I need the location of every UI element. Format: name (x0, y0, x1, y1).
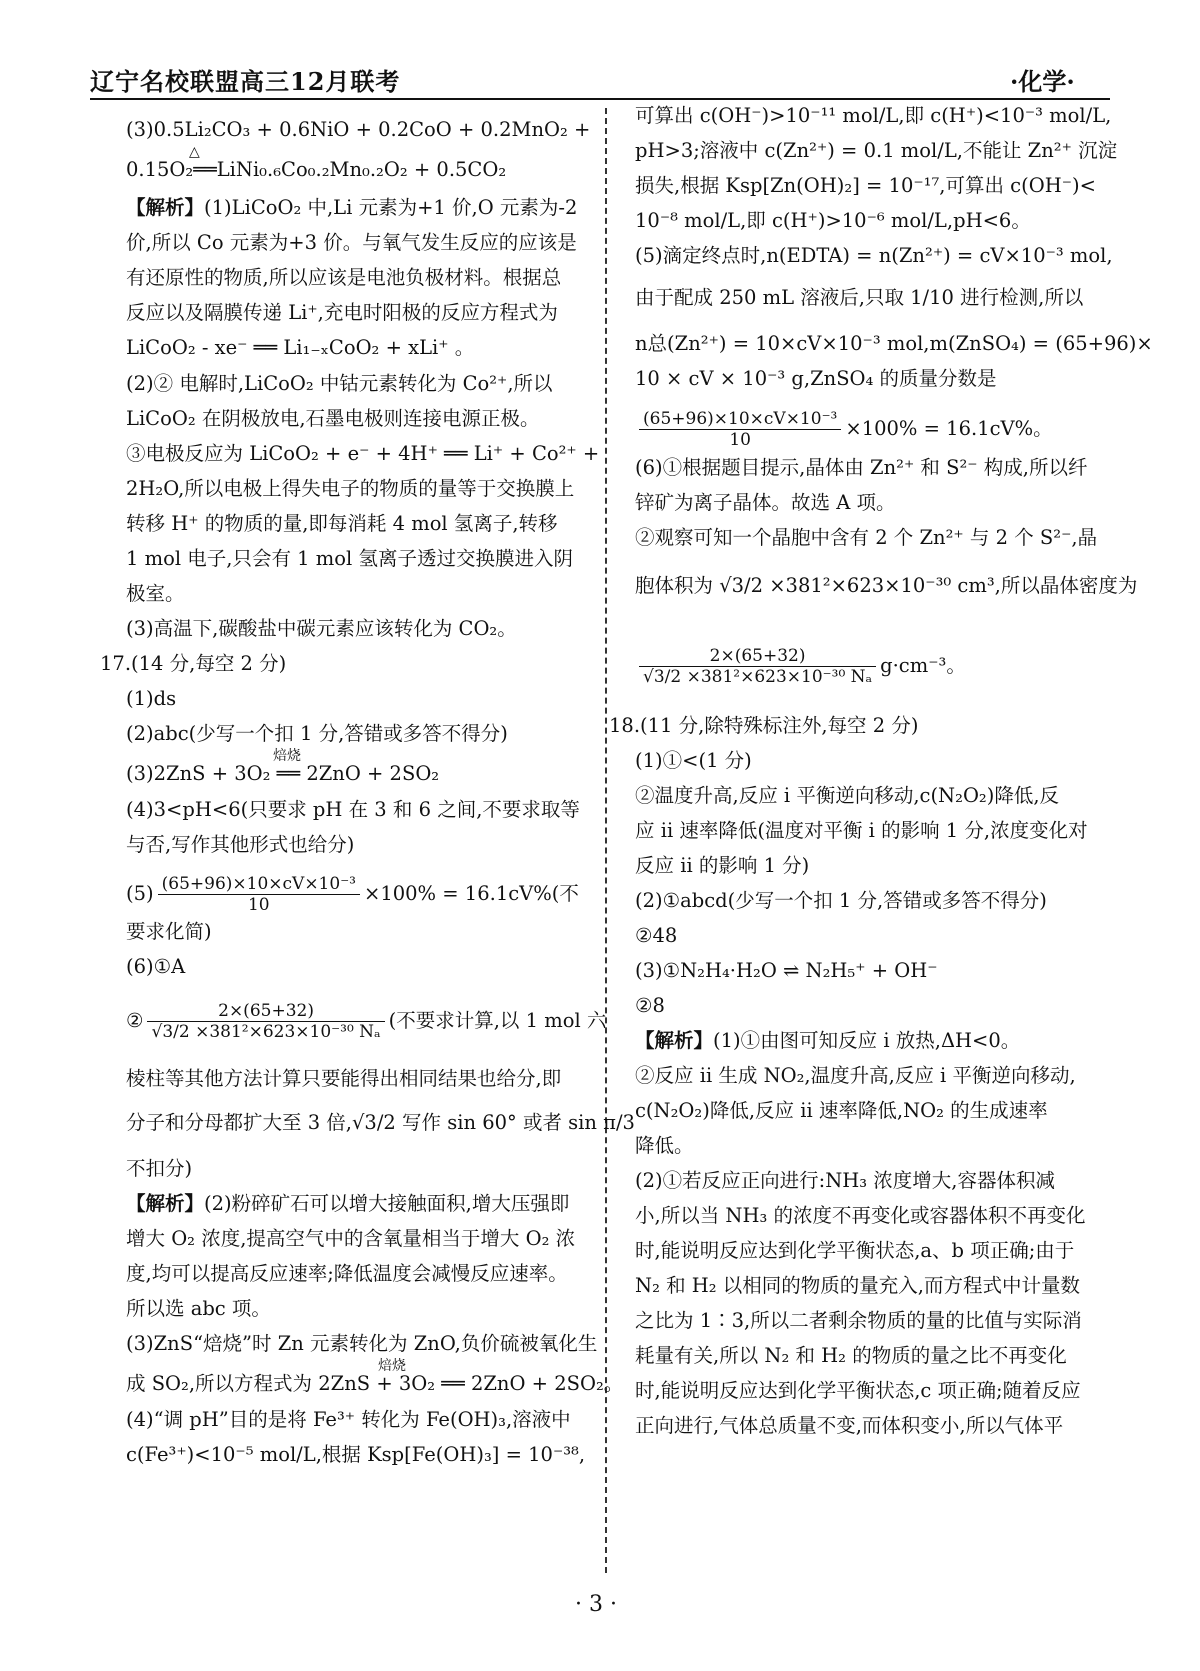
numerator: (65+96)×10×cV×10⁻³ (158, 874, 360, 895)
left_col-line: ③电极反应为 LiCoO₂ + e⁻ + 4H⁺ ══ Li⁺ + Co²⁺ + (126, 442, 600, 465)
denominator: 10 (729, 430, 751, 450)
right_col-line: 应 ⅱ 速率降低(温度对平衡 ⅰ 的影响 1 分,浓度变化对 (635, 819, 1088, 842)
right_col-line: n总(Zn²⁺) = 10×cV×10⁻³ mol,m(ZnSO₄) = (65+96)× (635, 332, 1153, 355)
right_col-line: ②温度升高,反应 ⅰ 平衡逆向移动,c(N₂O₂)降低,反 (635, 784, 1060, 807)
right_col-line (635, 1029, 1020, 1053)
left_col-line: (3)2ZnS + 3O₂ ══ 2ZnO + 2SO₂ 焙烧 (126, 762, 439, 786)
header-rule (90, 98, 1110, 100)
right_col-line: 损失,根据 Ksp[Zn(OH)₂] = 10⁻¹⁷,可算出 c(OH⁻)< (635, 174, 1096, 197)
right_col-line: 锌矿为离子晶体。故选 A 项。 (635, 491, 896, 514)
right_col-line: 时,能说明反应达到化学平衡状态,a、b 项正确;由于 (635, 1239, 1075, 1262)
right_col-line: (6)①根据题目提示,晶体由 Zn²⁺ 和 S²⁻ 构成,所以纤 (635, 456, 1088, 479)
analysis-tag: 【解析】 (126, 196, 205, 219)
line-text: ×100% = 16.1cV%。 (845, 417, 1053, 440)
right_col-line: 正向进行,气体总质量不变,而体积变小,所以气体平 (635, 1414, 1064, 1437)
left_col-line: 分子和分母都扩大至 3 倍,√3/2 写作 sin 60° 或者 sin π/3 (126, 1111, 635, 1134)
right_col-line: 由于配成 250 mL 溶液后,只取 1/10 进行检测,所以 (635, 286, 1084, 309)
right_col-line (635, 646, 966, 687)
left_col-line: 与否,写作其他形式也给分) (126, 833, 355, 856)
left_col-line: 2H₂O,所以电极上得失电子的物质的量等于交换膜上 (126, 477, 575, 500)
left_col-line: 成 SO₂,所以方程式为 2ZnS + 3O₂ ══ 2ZnO + 2SO₂。 焙烧 (126, 1372, 623, 1396)
fraction (158, 874, 360, 915)
right_col-line: 18.(11 分,除特殊标注外,每空 2 分) (609, 714, 919, 737)
right_col-line: (3)①N₂H₄·H₂O ⇌ N₂H₅⁺ + OH⁻ (635, 959, 938, 982)
fraction (639, 646, 876, 687)
left_col-line: 增大 O₂ 浓度,提高空气中的含氧量相当于增大 O₂ 浓 (126, 1227, 576, 1250)
line-text: (1)LiCoO₂ 中,Li 元素为+1 价,O 元素为-2 (204, 196, 578, 219)
left_col-line: 反应以及隔膜传递 Li⁺,充电时阳极的反应方程式为 (126, 301, 558, 324)
left_col-line: 所以选 abc 项。 (126, 1297, 271, 1320)
left_col-line: (1)ds (126, 687, 177, 710)
left_col-line: (3)ZnS“焙烧”时 Zn 元素转化为 ZnO,负价硫被氧化生 (126, 1332, 598, 1355)
right_col-line: N₂ 和 H₂ 以相同的物质的量充入,而方程式中计量数 (635, 1274, 1080, 1297)
left_col-line: LiCoO₂ - xe⁻ ══ Li₁₋ₓCoO₂ + xLi⁺ 。 (126, 336, 475, 359)
right_col-line: c(N₂O₂)降低,反应 ⅱ 速率降低,NO₂ 的生成速率 (635, 1099, 1048, 1122)
page-number: · 3 · (575, 1592, 617, 1617)
subject-label: ·化学· (1010, 67, 1075, 96)
left_col-line: 有还原性的物质,所以应该是电池负极材料。根据总 (126, 266, 562, 289)
left_col-line: c(Fe³⁺)<10⁻⁵ mol/L,根据 Ksp[Fe(OH)₃] = 10⁻³⁸, (126, 1443, 586, 1466)
left_col-line (126, 874, 579, 915)
left_col-line: 度,均可以提高反应速率;降低温度会减慢反应速率。 (126, 1262, 568, 1285)
right_col-line (635, 409, 1053, 450)
right_col-line: 时,能说明反应达到化学平衡状态,c 项正确;随着反应 (635, 1379, 1081, 1402)
line-text: ×100% = 16.1cV%(不 (363, 882, 579, 905)
left_col-line: (6)①A (126, 955, 186, 978)
left_col-line: 价,所以 Co 元素为+3 价。与氧气发生反应的应该是 (126, 231, 577, 254)
fraction (639, 409, 841, 450)
reaction-condition: △ (189, 144, 200, 160)
left_col-line: (2)abc(少写一个扣 1 分,答错或多答不得分) (126, 722, 508, 745)
right_col-line: 10⁻⁸ mol/L,即 c(H⁺)>10⁻⁶ mol/L,pH<6。 (635, 209, 1031, 232)
left_col-line: (3)高温下,碳酸盐中碳元素应该转化为 CO₂。 (126, 617, 517, 640)
left_col-line: 17.(14 分,每空 2 分) (100, 652, 287, 675)
right_col-line: 可算出 c(OH⁻)>10⁻¹¹ mol/L,即 c(H⁺)<10⁻³ mol/L, (635, 104, 1112, 127)
left_col-line: (4)“调 pH”目的是将 Fe³⁺ 转化为 Fe(OH)₃,溶液中 (126, 1408, 571, 1431)
reaction-condition: 焙烧 (378, 1358, 406, 1374)
left_col-line (126, 1001, 606, 1042)
line-prefix: (5) (126, 882, 154, 905)
left_col-line: 不扣分) (126, 1157, 193, 1180)
fraction (147, 1001, 384, 1042)
right_col-line: 反应 ⅱ 的影响 1 分) (635, 854, 810, 877)
left_col-line: LiCoO₂ 在阴极放电,石墨电极则连接电源正极。 (126, 407, 540, 430)
left_col-line: 转移 H⁺ 的物质的量,即每消耗 4 mol 氢离子,转移 (126, 512, 558, 535)
right_col-line: 胞体积为 √3/2 ×381²×623×10⁻³⁰ cm³,所以晶体密度为 (635, 574, 1138, 597)
analysis-tag: 【解析】 (126, 1192, 205, 1215)
column-divider (605, 108, 607, 1573)
right_col-line: ②观察可知一个晶胞中含有 2 个 Zn²⁺ 与 2 个 S²⁻,晶 (635, 526, 1098, 549)
right_col-line: 降低。 (635, 1134, 694, 1157)
left_col-line: 棱柱等其他方法计算只要能得出相同结果也给分,即 (126, 1067, 562, 1090)
left_col-line: (4)3<pH<6(只要求 pH 在 3 和 6 之间,不要求取等 (126, 798, 580, 821)
left_col-line (126, 196, 577, 220)
right_col-line: ②反应 ⅱ 生成 NO₂,温度升高,反应 ⅰ 平衡逆向移动, (635, 1064, 1076, 1087)
right_col-line: (5)滴定终点时,n(EDTA) = n(Zn²⁺) = cV×10⁻³ mol, (635, 244, 1113, 267)
line-text: (2)粉碎矿石可以增大接触面积,增大压强即 (204, 1192, 570, 1215)
right_col-line: 耗量有关,所以 N₂ 和 H₂ 的物质的量之比不再变化 (635, 1344, 1067, 1367)
reaction-condition: 焙烧 (273, 748, 301, 764)
left_col-line (126, 1192, 569, 1216)
exam-title: 辽宁名校联盟高三12月联考 (90, 67, 401, 96)
denominator: √3/2 ×381²×623×10⁻³⁰ Nₐ (643, 667, 873, 687)
numerator: 2×(65+32) (147, 1001, 384, 1022)
right_col-line: (1)①<(1 分) (635, 749, 752, 772)
left_col-line: 极室。 (126, 582, 185, 605)
line-text: (1)①由图可知反应 ⅰ 放热,ΔH<0。 (713, 1029, 1021, 1052)
left_col-line: 要求化简) (126, 920, 212, 943)
right_col-line: ②48 (635, 924, 678, 947)
left_col-line: 1 mol 电子,只会有 1 mol 氢离子透过交换膜进入阴 (126, 547, 573, 570)
denominator: 10 (247, 895, 270, 915)
numerator: (65+96)×10×cV×10⁻³ (639, 409, 841, 430)
line-text: g·cm⁻³。 (880, 654, 966, 677)
left_col-line: (2)② 电解时,LiCoO₂ 中钴元素转化为 Co²⁺,所以 (126, 372, 553, 395)
denominator: √3/2 ×381²×623×10⁻³⁰ Nₐ (151, 1022, 381, 1042)
left_col-line: 0.15O₂══LiNi₀.₆Co₀.₂Mn₀.₂O₂ + 0.5CO₂ △ (126, 158, 506, 182)
right_col-line: ②8 (635, 994, 665, 1017)
analysis-tag: 【解析】 (635, 1029, 714, 1052)
line-text: (不要求计算,以 1 mol 六 (388, 1009, 607, 1032)
right_col-line: (2)①若反应正向进行:NH₃ 浓度增大,容器体积减 (635, 1169, 1055, 1192)
right_col-line: pH>3;溶液中 c(Zn²⁺) = 0.1 mol/L,不能让 Zn²⁺ 沉淀 (635, 139, 1118, 162)
right_col-line: 之比为 1∶3,所以二者剩余物质的量的比值与实际消 (635, 1309, 1082, 1332)
right_col-line: 10 × cV × 10⁻³ g,ZnSO₄ 的质量分数是 (635, 367, 997, 390)
right_col-line: (2)①abcd(少写一个扣 1 分,答错或多答不得分) (635, 889, 1047, 912)
numerator: 2×(65+32) (639, 646, 876, 667)
left_col-line: (3)0.5Li₂CO₃ + 0.6NiO + 0.2CoO + 0.2MnO₂ + (126, 118, 591, 141)
right_col-line: 小,所以当 NH₃ 的浓度不再变化或容器体积不再变化 (635, 1204, 1086, 1227)
line-prefix: ② (126, 1009, 144, 1032)
